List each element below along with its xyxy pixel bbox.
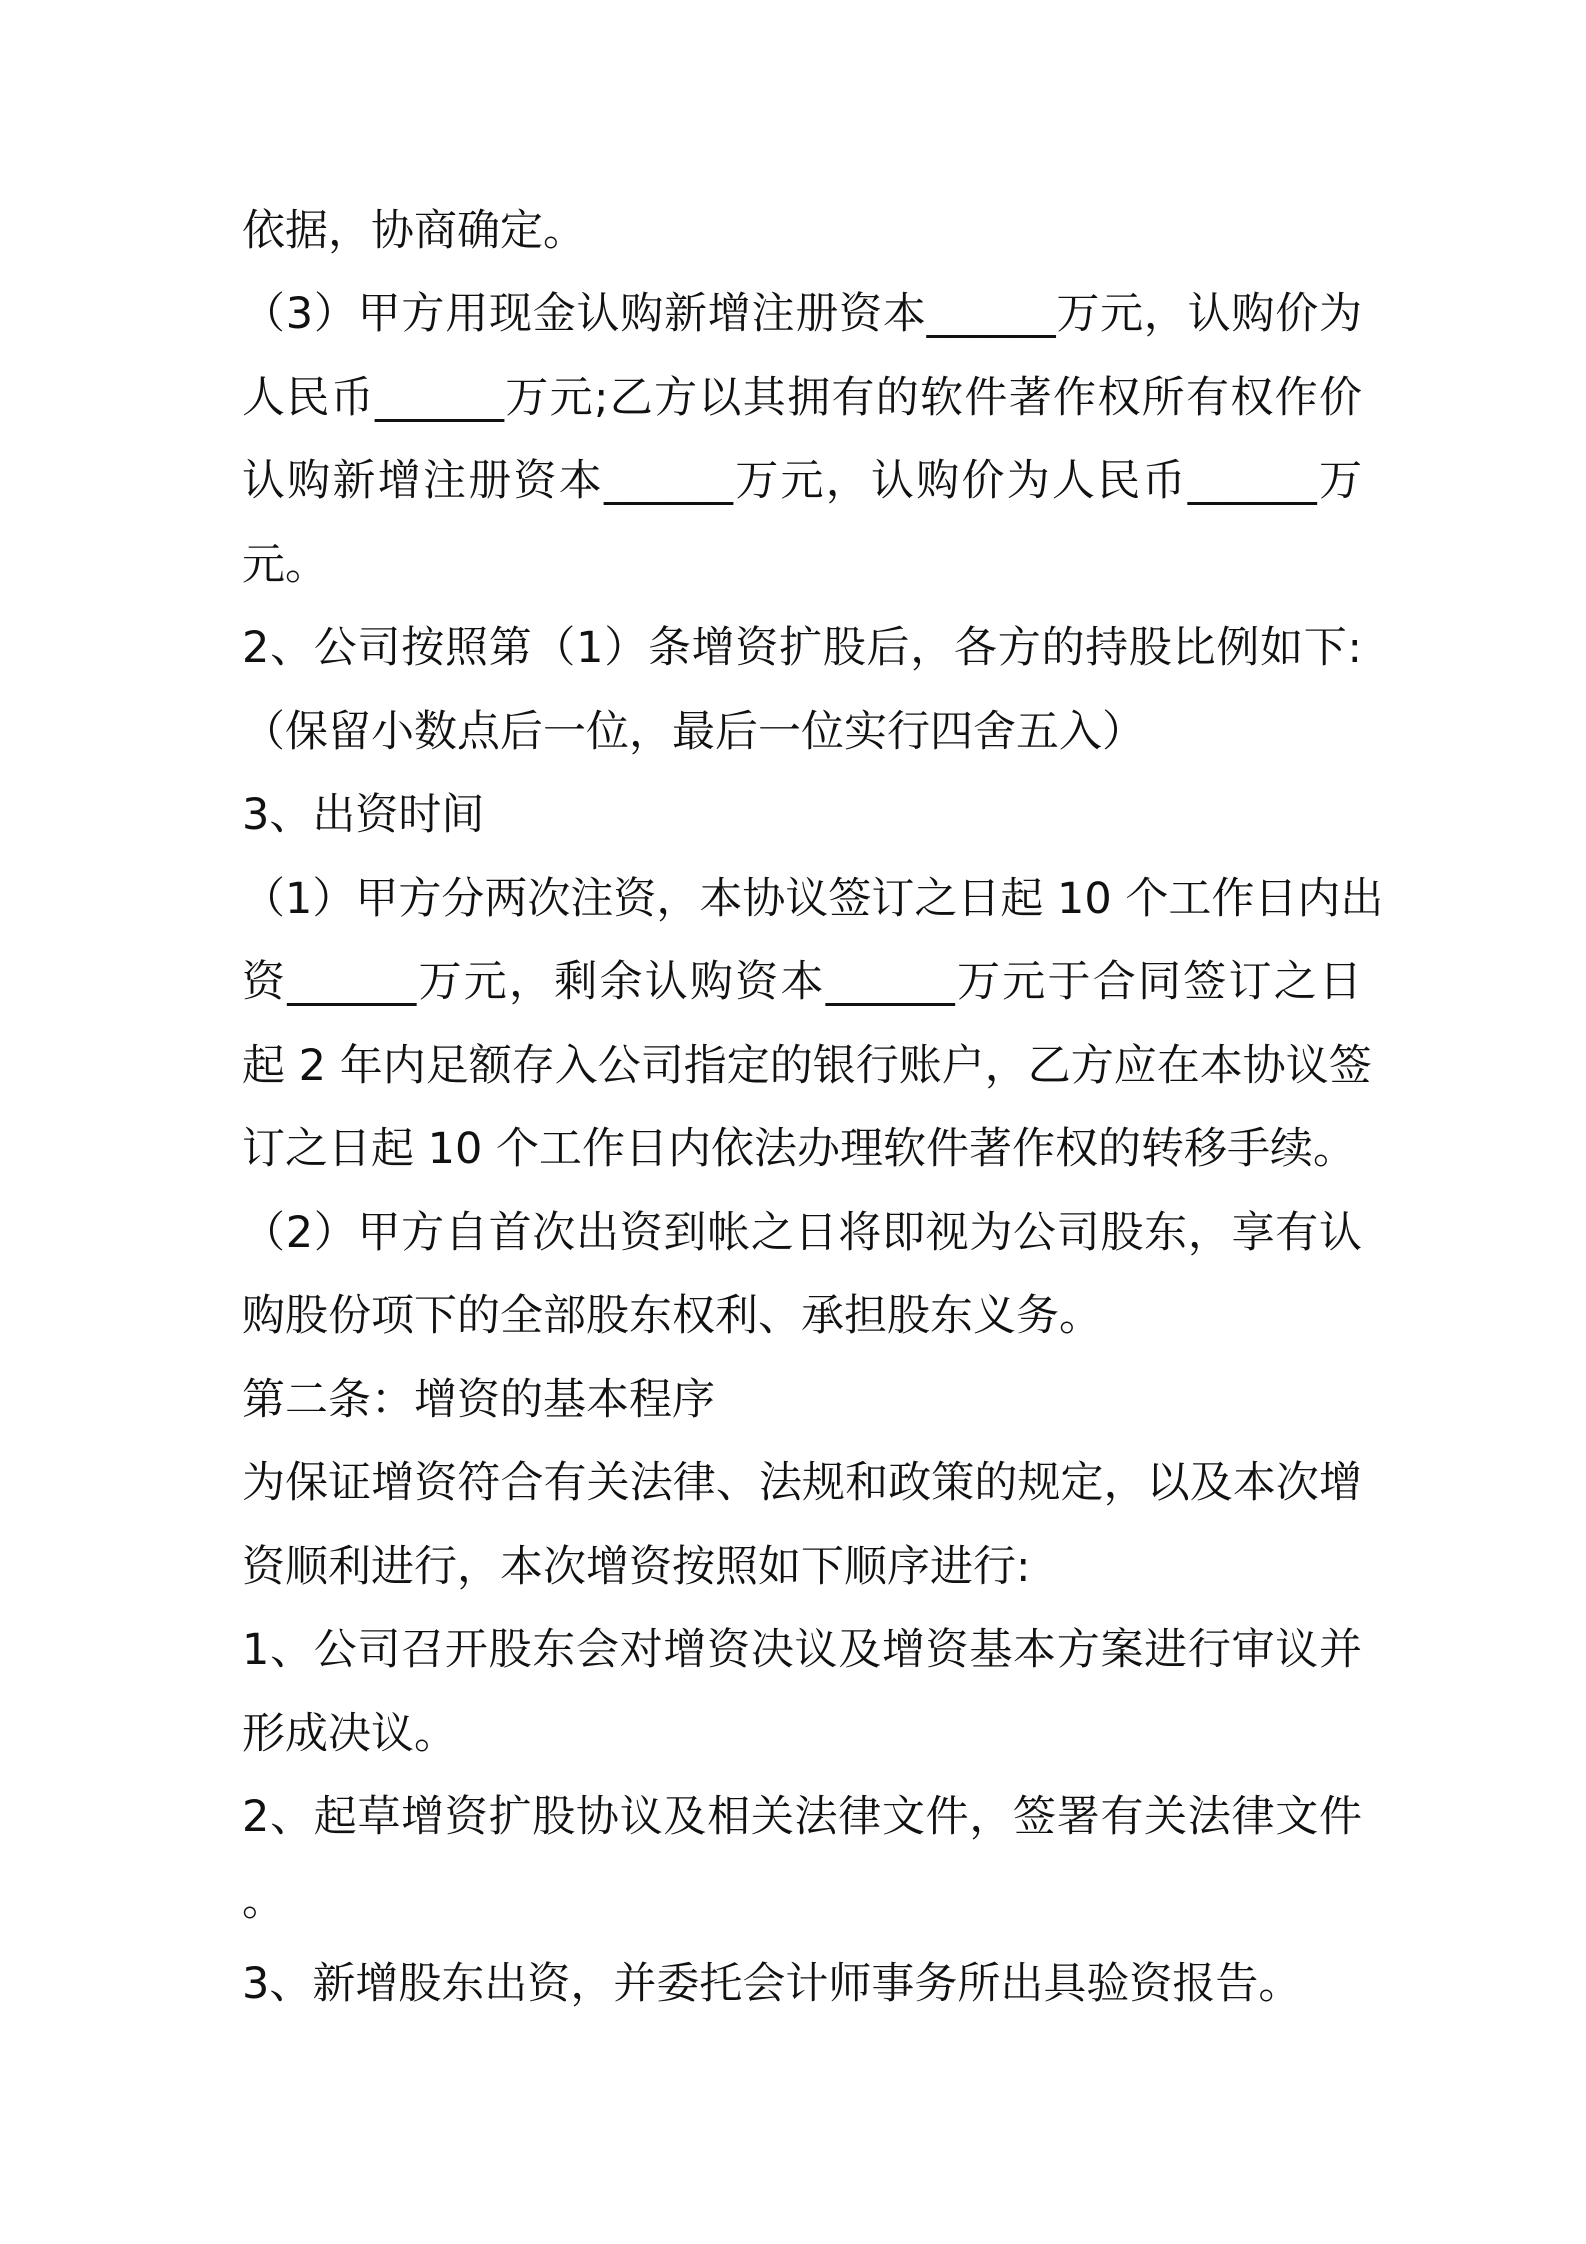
text-line: 1、公司召开股东会对增资决议及增资基本方案进行审议并 (242, 1625, 1362, 1675)
text-line: 认购新增注册资本______万元，认购价为人民币______万 (242, 456, 1362, 506)
text-line: 形成决议。 (242, 1709, 457, 1759)
text-line: （保留小数点后一位，最后一位实行四舍五入） (242, 707, 1145, 757)
text-line: 人民币______万元;乙方以其拥有的软件著作权所有权作价 (242, 373, 1362, 423)
text-line: 依据，协商确定。 (242, 206, 586, 256)
text-line: 。 (242, 1876, 285, 1926)
text-line: 为保证增资符合有关法律、法规和政策的规定，以及本次增 (242, 1458, 1362, 1508)
text-line: 订之日起 10 个工作日内依法办理软件著作权的转移手续。 (242, 1124, 1357, 1174)
text-line: 起 2 年内足额存入公司指定的银行账户，乙方应在本协议签 (242, 1041, 1372, 1091)
text-line: 3、新增股东出资，并委托会计师事务所出具验资报告。 (242, 1959, 1302, 2009)
text-line: 2、公司按照第（1）条增资扩股后，各方的持股比例如下: (242, 623, 1362, 673)
text-line: 购股份项下的全部股东权利、承担股东义务。 (242, 1291, 1102, 1341)
section-heading: 3、出资时间 (242, 790, 485, 840)
text-line: 资顺利进行，本次增资按照如下顺序进行: (242, 1542, 1031, 1592)
text-line: 资______万元，剩余认购资本______万元于合同签订之日 (242, 957, 1362, 1007)
text-line: （2）甲方自首次出资到帐之日将即视为公司股东，享有认 (242, 1208, 1362, 1258)
text-line: 元。 (242, 540, 328, 590)
text-line: （3）甲方用现金认购新增注册资本______万元，认购价为 (242, 289, 1362, 339)
text-line: 2、起草增资扩股协议及相关法律文件，签署有关法律文件 (242, 1792, 1362, 1842)
text-line: （1）甲方分两次注资，本协议签订之日起 10 个工作日内出 (242, 874, 1384, 924)
article-heading: 第二条：增资的基本程序 (242, 1375, 715, 1425)
